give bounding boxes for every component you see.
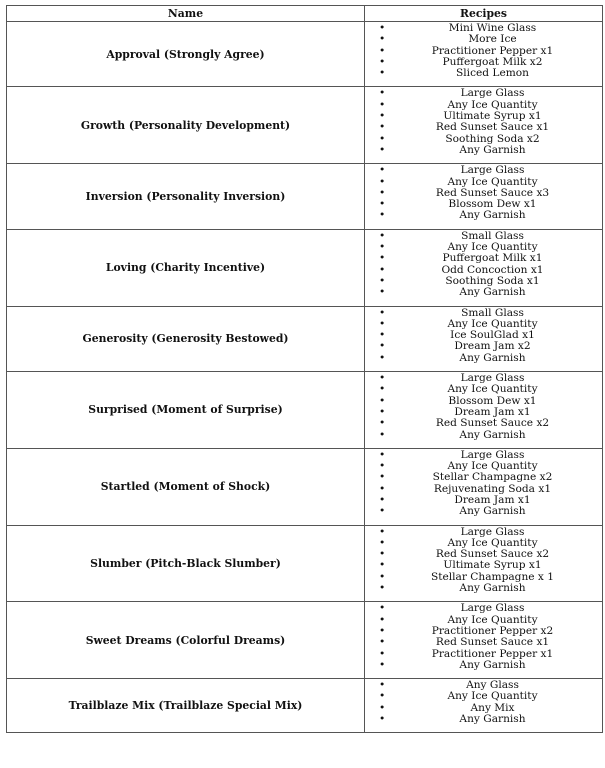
recipe-list <box>365 680 602 725</box>
recipe-item: • Dream Jam x1 <box>365 495 602 506</box>
recipe-list-cell <box>365 22 603 87</box>
recipe-item: • Blossom Dew x1 <box>365 396 602 407</box>
recipe-item: • Large Glass <box>365 88 602 99</box>
recipe-item: • Large Glass <box>365 603 602 614</box>
table-row <box>7 525 603 602</box>
recipe-item: • Odd Concoction x1 <box>365 265 602 276</box>
table-row <box>7 87 603 164</box>
recipe-item: • Red Sunset Sauce x1 <box>365 637 602 648</box>
recipe-item: • Any Mix <box>365 703 602 714</box>
recipe-item: • Ultimate Syrup x1 <box>365 560 602 571</box>
table-row <box>7 372 603 449</box>
recipe-item: • Any Glass <box>365 680 602 691</box>
recipe-item: • Stellar Champagne x2 <box>365 472 602 483</box>
recipe-item: • Soothing Soda x2 <box>365 134 602 145</box>
recipe-item: • Small Glass <box>365 308 602 319</box>
recipe-item: • Any Garnish <box>365 660 602 671</box>
recipe-item: • Any Garnish <box>365 714 602 725</box>
recipes-column-header: Recipes <box>365 6 603 22</box>
recipe-list <box>365 450 602 518</box>
drink-name: Trailblaze Mix (Trailblaze Special Mix) <box>7 679 365 733</box>
drink-name: Approval (Strongly Agree) <box>7 22 365 87</box>
recipe-item: • Red Sunset Sauce x3 <box>365 188 602 199</box>
recipe-item: • Ultimate Syrup x1 <box>365 111 602 122</box>
recipe-list-cell <box>365 229 603 306</box>
drink-name: Slumber (Pitch-Black Slumber) <box>7 525 365 602</box>
recipe-item: • Sliced Lemon <box>365 68 602 79</box>
recipe-item: • Red Sunset Sauce x1 <box>365 122 602 133</box>
recipe-item: • Large Glass <box>365 450 602 461</box>
drink-name: Surprised (Moment of Surprise) <box>7 372 365 449</box>
name-column-header: Name <box>7 6 365 22</box>
recipe-item: • Any Ice Quantity <box>365 177 602 188</box>
recipe-item: • Puffergoat Milk x2 <box>365 57 602 68</box>
table-row <box>7 164 603 229</box>
recipe-list-cell <box>365 306 603 371</box>
drink-name: Generosity (Generosity Bestowed) <box>7 306 365 371</box>
recipe-item: • Any Ice Quantity <box>365 242 602 253</box>
recipe-item: • Mini Wine Glass <box>365 23 602 34</box>
recipe-item: • Red Sunset Sauce x2 <box>365 549 602 560</box>
recipe-item: • Rejuvenating Soda x1 <box>365 484 602 495</box>
recipe-item: • Any Garnish <box>365 145 602 156</box>
recipe-item: • Small Glass <box>365 231 602 242</box>
recipe-item: • Any Ice Quantity <box>365 615 602 626</box>
recipe-item: • Red Sunset Sauce x2 <box>365 418 602 429</box>
recipe-list <box>365 165 602 221</box>
table-row <box>7 679 603 733</box>
recipe-list-cell <box>365 448 603 525</box>
recipe-list <box>365 308 602 364</box>
recipe-item: • Dream Jam x1 <box>365 407 602 418</box>
recipe-item: • More Ice <box>365 34 602 45</box>
recipe-item: • Any Ice Quantity <box>365 100 602 111</box>
recipe-item: • Practitioner Pepper x1 <box>365 649 602 660</box>
drink-name: Sweet Dreams (Colorful Dreams) <box>7 602 365 679</box>
recipe-item: • Puffergoat Milk x1 <box>365 253 602 264</box>
recipe-item: • Large Glass <box>365 373 602 384</box>
recipe-item: • Large Glass <box>365 527 602 538</box>
recipe-item: • Any Garnish <box>365 287 602 298</box>
recipe-item: • Any Garnish <box>365 210 602 221</box>
recipe-table-body <box>7 22 603 733</box>
recipe-item: • Any Ice Quantity <box>365 384 602 395</box>
recipe-item: • Soothing Soda x1 <box>365 276 602 287</box>
table-row <box>7 22 603 87</box>
table-row <box>7 229 603 306</box>
recipe-list-cell <box>365 602 603 679</box>
recipe-table <box>6 5 603 733</box>
recipe-list <box>365 603 602 671</box>
recipe-list <box>365 88 602 156</box>
recipe-list <box>365 527 602 595</box>
recipe-list-cell <box>365 525 603 602</box>
recipe-item: • Any Ice Quantity <box>365 691 602 702</box>
drink-name: Growth (Personality Development) <box>7 87 365 164</box>
recipe-item: • Practitioner Pepper x1 <box>365 46 602 57</box>
header-row <box>7 6 603 22</box>
recipe-item: • Ice SoulGlad x1 <box>365 330 602 341</box>
recipe-item: • Blossom Dew x1 <box>365 199 602 210</box>
recipe-list <box>365 373 602 441</box>
recipe-list-cell <box>365 87 603 164</box>
table-row <box>7 602 603 679</box>
recipe-item: • Dream Jam x2 <box>365 341 602 352</box>
recipe-item: • Any Garnish <box>365 583 602 594</box>
recipe-item: • Practitioner Pepper x2 <box>365 626 602 637</box>
table-row <box>7 448 603 525</box>
drink-name: Inversion (Personality Inversion) <box>7 164 365 229</box>
recipe-list-cell <box>365 679 603 733</box>
drink-name: Startled (Moment of Shock) <box>7 448 365 525</box>
recipe-item: • Large Glass <box>365 165 602 176</box>
recipe-item: • Any Garnish <box>365 506 602 517</box>
recipe-list <box>365 231 602 299</box>
recipe-item: • Any Garnish <box>365 430 602 441</box>
recipe-list-cell <box>365 164 603 229</box>
recipe-item: • Any Ice Quantity <box>365 319 602 330</box>
drink-name: Loving (Charity Incentive) <box>7 229 365 306</box>
recipe-item: • Stellar Champagne x 1 <box>365 572 602 583</box>
recipe-list <box>365 23 602 79</box>
recipe-item: • Any Garnish <box>365 353 602 364</box>
recipe-item: • Any Ice Quantity <box>365 461 602 472</box>
recipe-item: • Any Ice Quantity <box>365 538 602 549</box>
recipe-list-cell <box>365 372 603 449</box>
table-row <box>7 306 603 371</box>
